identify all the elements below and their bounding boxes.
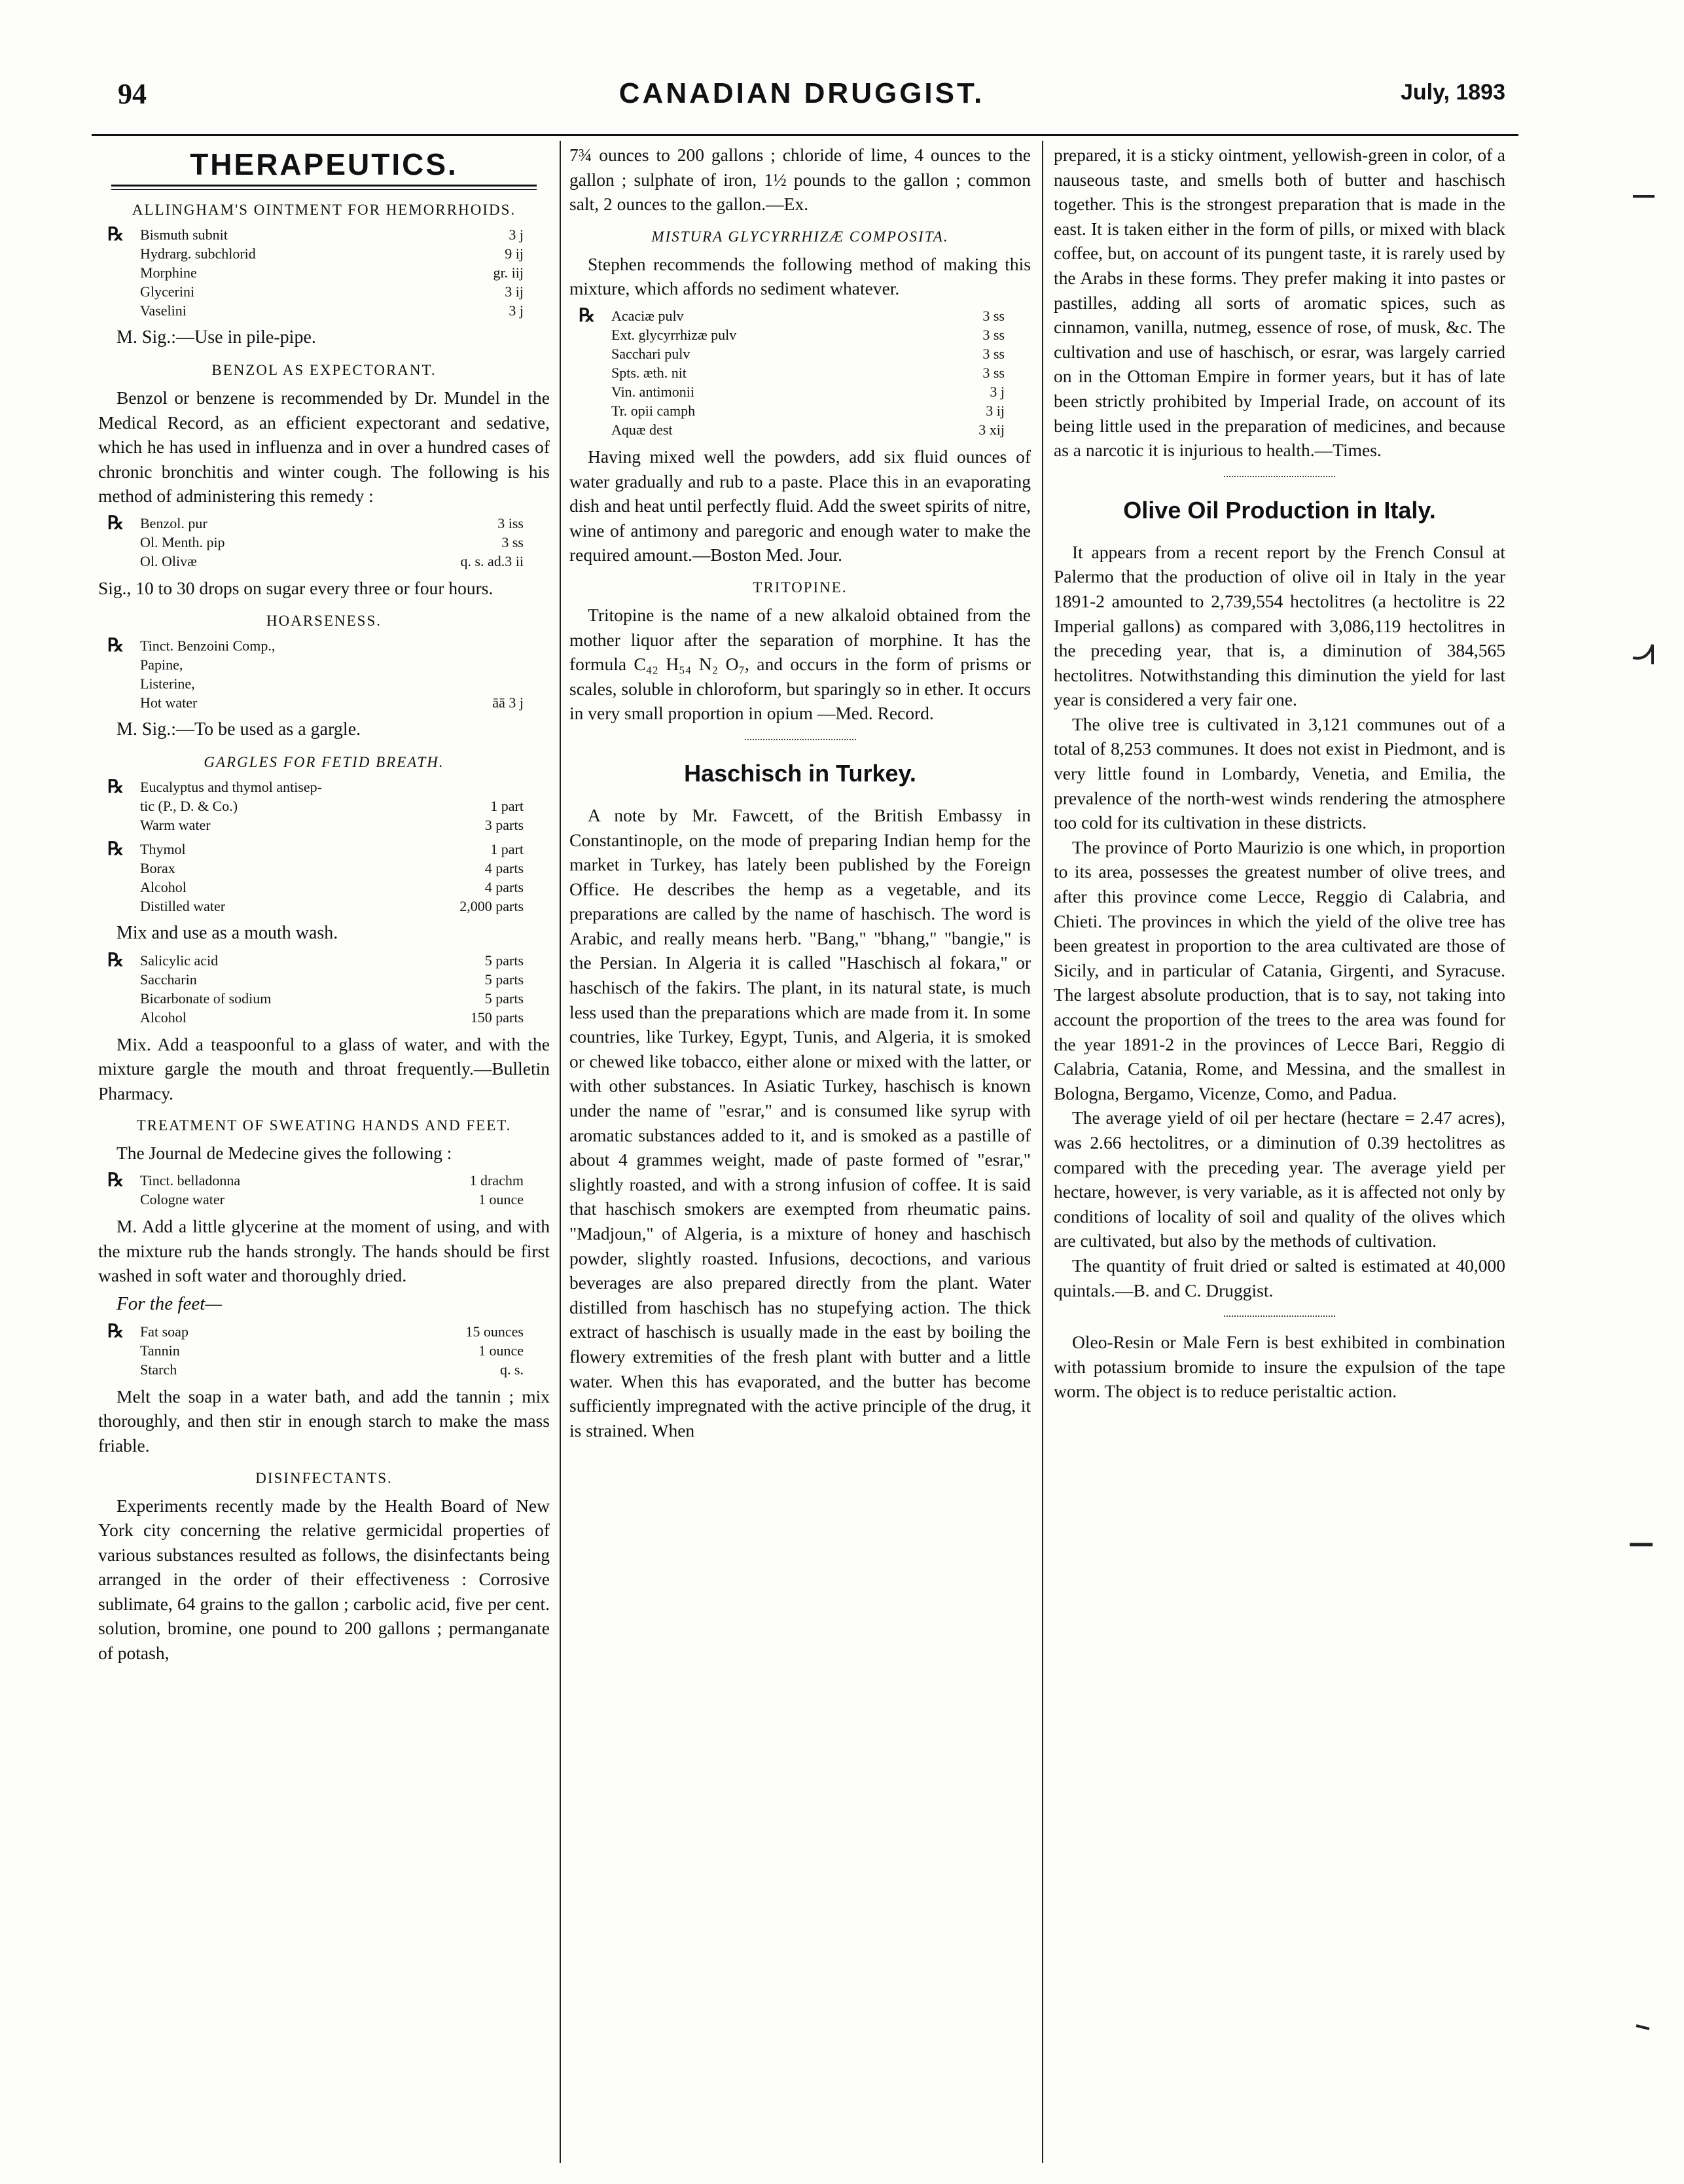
rx-line xyxy=(98,263,550,282)
rx-line xyxy=(98,1341,550,1360)
rx-line xyxy=(98,1171,550,1190)
rx-amount: 5 parts xyxy=(484,971,524,988)
paragraph: Benzol or benzene is recommended by Dr. Mundel in the Medical Record, as an efficient expectorant and sedative, which he has used in influenza and in over a hundred cases of chronic bronchitis and winter cough. The following is his method of administering this remedy : xyxy=(98,387,550,507)
rx-amount: 3 ss xyxy=(982,345,1005,362)
rx-ingredient: Listerine, xyxy=(140,675,195,692)
rx-ingredient: Ol. Menth. pip xyxy=(140,533,225,550)
rx-ingredient: tic (P., D. & Co.) xyxy=(140,797,238,814)
rx-ingredient: Ol. Olivæ xyxy=(140,552,197,569)
rx-ingredient: Benzol. pur xyxy=(140,514,207,531)
rx-line xyxy=(98,778,550,797)
section-title: MISTURA GLYCYRRHIZÆ COMPOSITA. xyxy=(651,228,949,245)
section-title: ALLINGHAM'S OINTMENT FOR HEMORRHOIDS. xyxy=(132,202,516,218)
divider xyxy=(1224,1316,1335,1317)
rx-amount: 3 ij xyxy=(505,283,524,300)
prescription xyxy=(98,1171,550,1209)
paragraph: The province of Porto Maurizio is one which, in proportion to its area, possesses the greatest number of olive trees, and after this province come Lecce, Reggio di Calabria, and Chieti. The provinces in which the yield of the olive tree has been greatest in proportion to the area cultivated are those of Sicily, and in particular of Catania, Girgenti, and Syracuse. The largest absolute production, that is to say, not taking into account the proportion of the trees to the area was found for the year 1891-2 in the provinces of Lecce Bari, Reggio di Calabria, Catania, Rome, and Messina, and the smallest in Bologna, Bergamo, Vicenze, Como, and Padua. xyxy=(1054,836,1505,1103)
feet-label: For the feet— xyxy=(116,1293,223,1314)
rx-ingredient: Hot water xyxy=(140,694,198,711)
rx-ingredient: Alcohol xyxy=(140,878,187,895)
rx-ingredient: Vaselini xyxy=(140,302,187,319)
rx-ingredient: Salicylic acid xyxy=(140,952,219,969)
rx-ingredient: Fat soap xyxy=(140,1323,188,1340)
section-title: DISINFECTANTS. xyxy=(255,1469,393,1486)
paragraph: prepared, it is a sticky ointment, yellowish-green in color, of a nauseous taste, and smells both of butter and haschisch together. This is the strongest preparation that is made in the east. It is taken either in the form of pills, or mixed with black coffee, but, on account of its pungent taste, it is rarely used by the Arabs in these forms. They prefer making it into pastes or pastilles, adding all sorts of aromatic spices, such as cinnamon, vanilla, nutmeg, essence of rose, of musk, &c. The cultivation and use of haschisch, or esrar, was largely carried on in the Ottoman Empire in former years, but it has of late been strictly prohibited by Imperial Irade, on account of its being little used in the preparation of medicines, and because as a narcotic it is injurious to health.—Times. xyxy=(1054,145,1505,461)
rx-line xyxy=(569,306,1031,325)
column-1 xyxy=(98,143,550,2165)
paragraph: 7¾ ounces to 200 gallons ; chloride of lime, 4 ounces to the gallon ; sulphate of iron, 1½ pounds to the gallon ; common salt, 2 ounces to the gallon.—Ex. xyxy=(569,145,1031,215)
recipe-symbol-icon: ℞ xyxy=(107,1321,124,1342)
rx-ingredient: Bicarbonate of sodium xyxy=(140,990,272,1007)
paragraph: Mix. Add a teaspoonful to a glass of water, and with the mixture gargle the mouth and throat frequently.—Bulletin Pharmacy. xyxy=(98,1033,550,1103)
rx-amount: 1 ounce xyxy=(478,1342,524,1359)
rx-ingredient: Alcohol xyxy=(140,1009,187,1026)
rx-line xyxy=(569,344,1031,363)
rx-line xyxy=(569,382,1031,401)
section-title: GARGLES FOR FETID BREATH. xyxy=(204,753,444,770)
rx-amount: 3 j xyxy=(509,226,524,243)
rx-amount: 5 parts xyxy=(484,990,524,1007)
prescription xyxy=(98,840,550,916)
rx-amount: 3 ss xyxy=(982,364,1005,381)
rx-amount: 3 j xyxy=(990,383,1005,400)
rx-amount: 3 iss xyxy=(497,514,524,531)
rx-amount: 4 parts xyxy=(484,878,524,895)
rx-line xyxy=(569,325,1031,344)
paragraph: Melt the soap in a water bath, and add the tannin ; mix thoroughly, and then stir in enough starch to make the mass friable. xyxy=(98,1386,550,1456)
article-heading: Haschisch in Turkey. xyxy=(684,759,916,787)
rx-line xyxy=(569,420,1031,439)
column-rule-2 xyxy=(1042,141,1043,2163)
prescription xyxy=(98,636,550,712)
column-3 xyxy=(1054,143,1505,2165)
rx-line xyxy=(98,636,550,655)
rx-line xyxy=(98,859,550,878)
paragraph: Oleo-Resin or Male Fern is best exhibited in combination with potassium bromide to insure the expulsion of the tape worm. The object is to reduce peristaltic action. xyxy=(1054,1332,1505,1402)
rx-ingredient: Tinct. Benzoini Comp., xyxy=(140,637,276,654)
paragraph: A note by Mr. Fawcett, of the British Embassy in Constantinople, on the mode of preparing Indian hemp for the market in Turkey, has lately been published by the Foreign Office. He describes the hemp as a vegetable, and its preparations are called by the name of haschisch. The word is Arabic, and really means herb. "Bang," "bhang," "bangie," is the Persian. In Algeria it is called "Haschisch al fokara," or haschisch of the fakirs. The plant, in its natural state, is much less used than the preparations which are made from it. In some countries, like Turkey, Egypt, Tunis, and Algeria, it is smoked or chewed like tobacco, either alone or mixed with the latter, or with other substances. In Asiatic Turkey, haschisch is known under the name of "esrar," and is consumed like syrup with aromatic substances added to it, and is smoked as a pastille of about 4 grammes weight, made of paste formed of "esrar," slightly roasted, and with a strong infusion of coffee. It is said that haschisch smokers are exempted from rheumatic pains. "Madjoun," of Algeria, is a mixture of honey and haschisch powder, slightly roasted. Infusions, decoctions, and various beverages are also prepared directly from the plant. Water distilled from haschisch has no stupefying action. The thick extract of haschisch is usually made in the east by boiling the flowery extremities of the fresh plant with butter and a little water. When this has evaporated, and the butter has become sufficiently impregnated with the active principle of the drug, it is strained. When xyxy=(569,804,1031,1441)
rx-line xyxy=(98,533,550,552)
prescription xyxy=(569,306,1031,439)
rx-amount: 1 part xyxy=(490,840,524,857)
rx-amount: 150 parts xyxy=(470,1009,524,1026)
recipe-symbol-icon: ℞ xyxy=(107,1170,124,1190)
rx-amount: 15 ounces xyxy=(465,1323,524,1340)
paragraph: The quantity of fruit dried or salted is estimated at 40,000 quintals.—B. and C. Druggist. xyxy=(1054,1255,1505,1300)
section-title: TRITOPINE. xyxy=(753,579,848,596)
rx-line xyxy=(98,1008,550,1027)
rx-amount: q. s. ad.3 ii xyxy=(460,552,524,569)
rx-ingredient: Ext. glycyrrhizæ pulv xyxy=(611,326,737,343)
rx-amount: 3 xij xyxy=(978,421,1005,438)
rx-ingredient: Borax xyxy=(140,859,175,876)
mix-line: Mix and use as a mouth wash. xyxy=(116,922,338,943)
recipe-symbol-icon: ℞ xyxy=(107,224,124,245)
paragraph: The olive tree is cultivated in 3,121 communes out of a total of 8,253 communes. It does not exist in Piedmont, and is very little found in Lombardy, Venetia, and Emilia, the prevalence of the north-west winds rendering the atmosphere too cold for its cultivation in these districts. xyxy=(1054,713,1505,833)
rx-amount: 3 ss xyxy=(501,533,524,550)
section-title: TREATMENT OF SWEATING HANDS AND FEET. xyxy=(136,1117,512,1134)
prescription xyxy=(98,951,550,1027)
rx-ingredient: Bismuth subnit xyxy=(140,226,228,243)
rx-line xyxy=(98,514,550,533)
rx-ingredient: Tr. opii camph xyxy=(611,402,696,419)
rx-ingredient: Spts. æth. nit xyxy=(611,364,687,381)
rx-line xyxy=(98,1360,550,1379)
prescription xyxy=(98,778,550,834)
rx-line xyxy=(98,840,550,859)
rx-line xyxy=(98,244,550,263)
rx-ingredient: Thymol xyxy=(140,840,186,857)
rx-line xyxy=(98,989,550,1008)
rx-ingredient: Acaciæ pulv xyxy=(611,307,684,324)
rx-amount: 3 ij xyxy=(986,402,1005,419)
rx-line xyxy=(569,401,1031,420)
paragraph: It appears from a recent report by the French Consul at Palermo that the production of olive oil in Italy in the year 1891-2 amounted to 2,739,554 hectolitres (a hectolitre is 22 Imperial gallons) as compared with 3,086,119 hectolitres in the preceding year, that is, a diminution of 384,565 hectolitres. Notwithstanding this diminution the yield for last year is considered a very fair one. xyxy=(1054,541,1505,710)
recipe-symbol-icon: ℞ xyxy=(107,512,124,533)
rx-line xyxy=(98,693,550,712)
divider xyxy=(1224,476,1335,477)
rx-line xyxy=(98,282,550,301)
column-2 xyxy=(569,143,1031,2165)
signa-line: M. Sig.:—To be used as a gargle. xyxy=(116,719,361,740)
rx-line xyxy=(569,363,1031,382)
prescription xyxy=(98,1322,550,1379)
paragraph: M. Add a little glycerine at the moment of using, and with the mixture rub the hands strongly. The hands should be first washed in soft water and thoroughly dried. xyxy=(98,1215,550,1286)
rx-line xyxy=(98,655,550,674)
rx-amount: 9 ij xyxy=(505,245,524,262)
rx-amount: 1 ounce xyxy=(478,1190,524,1208)
article-heading: Olive Oil Production in Italy. xyxy=(1123,496,1436,524)
rx-amount: 4 parts xyxy=(484,859,524,876)
rx-ingredient: Sacchari pulv xyxy=(611,345,690,362)
rx-ingredient: Papine, xyxy=(140,656,183,673)
rx-ingredient: Glycerini xyxy=(140,283,195,300)
rx-ingredient: Morphine xyxy=(140,264,197,281)
rx-line xyxy=(98,552,550,571)
department-rule xyxy=(111,185,537,190)
rx-amount: 3 ss xyxy=(982,326,1005,343)
rx-amount: 2,000 parts xyxy=(459,897,524,914)
divider xyxy=(745,739,856,740)
paragraph: Experiments recently made by the Health Board of New York city concerning the relative germicidal properties of various substances resulted as follows, the disinfectants being arranged in the order of their effectiveness : Corrosive sublimate, 64 grains to the gallon ; carbolic acid, five per cent. solution, bromine, one pound to 200 gallons ; permanganate of potash, xyxy=(98,1495,550,1664)
rx-line xyxy=(98,815,550,834)
paragraph: Stephen recommends the following method of making this mixture, which affords no sediment whatever. xyxy=(569,253,1031,299)
section-title: BENZOL AS EXPECTORANT. xyxy=(211,362,437,378)
rx-ingredient: Eucalyptus and thymol antisep- xyxy=(140,778,322,795)
rx-line xyxy=(98,970,550,989)
rx-ingredient: Warm water xyxy=(140,816,211,833)
rx-amount: 1 part xyxy=(490,797,524,814)
rx-amount: q. s. xyxy=(499,1361,524,1378)
rx-ingredient: Starch xyxy=(140,1361,177,1378)
rx-ingredient: Aquæ dest xyxy=(611,421,673,438)
recipe-symbol-icon: ℞ xyxy=(107,635,124,656)
rx-ingredient: Distilled water xyxy=(140,897,226,914)
paragraph: Sig., 10 to 30 drops on sugar every three or four hours. xyxy=(98,577,493,598)
recipe-symbol-icon: ℞ xyxy=(107,838,124,859)
rx-line xyxy=(98,797,550,815)
department-title: THERAPEUTICS. xyxy=(190,147,458,181)
signa-line: M. Sig.:—Use in pile-pipe. xyxy=(116,327,316,348)
rx-ingredient: Tannin xyxy=(140,1342,180,1359)
rx-amount: 1 drachm xyxy=(469,1172,524,1189)
recipe-symbol-icon: ℞ xyxy=(107,776,124,797)
rx-line xyxy=(98,301,550,320)
rx-amount: āā 3 j xyxy=(492,694,524,711)
rx-ingredient: Saccharin xyxy=(140,971,197,988)
rx-ingredient: Cologne water xyxy=(140,1190,224,1208)
recipe-symbol-icon: ℞ xyxy=(579,305,596,326)
rx-line xyxy=(98,1190,550,1209)
rx-line xyxy=(98,878,550,897)
prescription xyxy=(98,514,550,571)
rx-line xyxy=(98,897,550,916)
prescription xyxy=(98,225,550,320)
rx-line xyxy=(98,674,550,693)
rx-amount: 3 ss xyxy=(982,307,1005,324)
rx-amount: 5 parts xyxy=(484,952,524,969)
rx-ingredient: Tinct. belladonna xyxy=(140,1172,241,1189)
issue-date: July, 1893 xyxy=(1400,80,1505,105)
page-header xyxy=(98,77,1505,116)
page-number: 94 xyxy=(118,78,147,110)
rx-line xyxy=(98,1322,550,1341)
rx-line xyxy=(98,951,550,970)
rx-ingredient: Hydrarg. subchlorid xyxy=(140,245,256,262)
header-rule xyxy=(92,134,1518,136)
rx-amount: gr. iij xyxy=(493,264,524,281)
section-title: HOARSENESS. xyxy=(266,612,382,629)
rx-ingredient: Vin. antimonii xyxy=(611,383,695,400)
column-rule-1 xyxy=(560,141,561,2163)
rx-line xyxy=(98,225,550,244)
paragraph: The Journal de Medecine gives the following : xyxy=(116,1143,452,1164)
rx-amount: 3 j xyxy=(509,302,524,319)
journal-title: CANADIAN DRUGGIST. xyxy=(618,77,985,109)
paragraph: Having mixed well the powders, add six fluid ounces of water gradually and rub to a paste. Place this in an evaporating dish and heat until perfectly fluid. Add the sweet spirits of nitre, wine of antimony and paregoric and enough water to make the required amount.—Boston Med. Jour. xyxy=(569,446,1031,565)
recipe-symbol-icon: ℞ xyxy=(107,950,124,971)
paragraph: Tritopine is the name of a new alkaloid obtained from the mother liquor after the separation of morphine. It has the formula C₄₂ H₅₄ N₂ O₇, and occurs in the form of prisms or scales, soluble in chloroform, but sparingly so in ether. It occurs in very small proportion in opium —Med. Record. xyxy=(569,604,1031,724)
paragraph: The average yield of oil per hectare (hectare = 2.47 acres), was 2.66 hectolitres, or a diminution of 0.39 hectolitres as compared with the preceding year. The average yield per hectare, however, is very variable, as it is affected not only by conditions of locality of soil and quality of the olives which are cultivated, but also by the methods of cultivation. xyxy=(1054,1107,1505,1251)
rx-amount: 3 parts xyxy=(484,816,524,833)
